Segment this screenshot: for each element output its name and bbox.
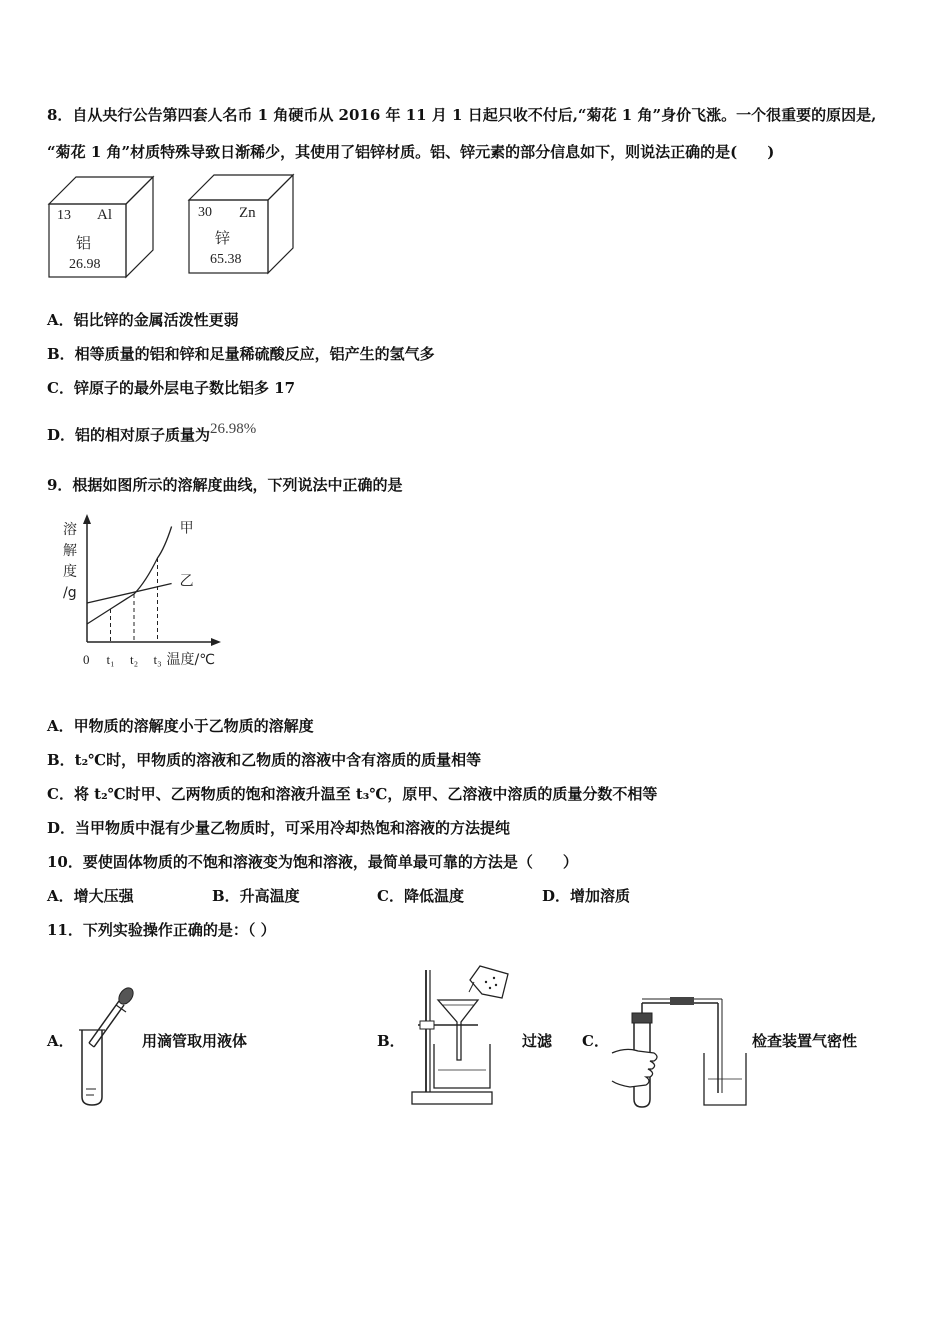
q9-option-b: B．t₂℃时，甲物质的溶液和乙物质的溶液中含有溶质的质量相等 [47, 751, 482, 769]
q10-option-b: B．升高温度 [212, 887, 300, 905]
x-tick-label: 0 [83, 652, 90, 667]
q9-option-c: C．将 t₂℃时甲、乙两物质的饱和溶液升温至 t₃℃，原甲、乙溶液中溶质的质量分数不相等 [47, 785, 658, 803]
y-axis-label-char: 溶 [63, 522, 77, 538]
q8-option-d-text: D．铝的相对原子质量为 [47, 426, 211, 444]
q8-option-a: A．铝比锌的金属活泼性更弱 [47, 311, 239, 329]
dropper-test-tube-illustration [76, 985, 136, 1110]
zn-atomic-number: 30 [198, 205, 212, 220]
q8-option-c: C．锌原子的最外层电子数比铝多 17 [47, 379, 296, 397]
filtration-illustration [408, 960, 523, 1110]
q11-option-b-letter: B． [377, 1032, 405, 1050]
x-tick-label: t₂ [130, 652, 139, 667]
al-mass: 26.98 [69, 257, 101, 272]
q8-stem-line2: “菊花 1 角”材质特殊导致日渐稀少，其使用了铝锌材质。铝、锌元素的部分信息如下，则说法正确的是( ) [47, 143, 775, 161]
q10-option-c: C．降低温度 [377, 887, 464, 905]
q11-option-a-letter: A． [47, 1032, 74, 1050]
series-jia-label: 甲 [179, 520, 194, 537]
al-atomic-number: 13 [57, 208, 71, 223]
q9-option-a: A．甲物质的溶解度小于乙物质的溶解度 [47, 717, 314, 735]
q11-stem: 11．下列实验操作正确的是：（ ） [47, 921, 276, 939]
x-axis-label: 温度/℃ [166, 652, 215, 668]
al-name: 铝 [76, 234, 92, 252]
q8-option-b: B．相等质量的铝和锌和足量稀硫酸反应，铝产生的氢气多 [47, 345, 435, 363]
q11-option-c-caption: 检查装置气密性 [752, 1032, 858, 1050]
q8-stem-line1: 8．自从央行公告第四套人名币 1 角硬币从 2016 年 11 月 1 日起只收不付后,“菊花 1 角”身价飞涨。一个很重要的原因是, [47, 106, 877, 124]
q11-option-b-caption: 过滤 [522, 1032, 553, 1050]
q11-option-a-caption: 用滴管取用液体 [142, 1032, 248, 1050]
q10-option-d: D．增加溶质 [542, 887, 631, 905]
q9-stem: 9．根据如图所示的溶解度曲线，下列说法中正确的是 [47, 476, 403, 494]
q8-option-d-value: 26.98% [210, 421, 257, 437]
aluminum-element-cube [46, 174, 156, 280]
solubility-chart [55, 512, 230, 672]
y-axis-label-char: /g [63, 585, 77, 601]
x-tick-label: t₁ [106, 652, 115, 667]
q9-option-d: D．当甲物质中混有少量乙物质时，可采用冷却热饱和溶液的方法提纯 [47, 819, 511, 837]
q10-option-a: A．增大压强 [47, 887, 134, 905]
q11-option-c-letter: C． [582, 1032, 609, 1050]
x-axis-arrow [211, 638, 221, 646]
series-yi-line [87, 584, 172, 604]
y-axis-label-char: 解 [63, 543, 77, 559]
zn-symbol: Zn [239, 205, 256, 221]
zn-name: 锌 [215, 229, 231, 247]
series-yi-label: 乙 [179, 573, 194, 590]
y-axis-arrow [83, 514, 91, 524]
q8-option-d [47, 421, 257, 445]
y-axis-label-char: 度 [63, 564, 77, 580]
x-tick-label: t₃ [153, 652, 162, 667]
series-jia-curve [87, 527, 172, 625]
q10-stem: 10．要使固体物质的不饱和溶液变为饱和溶液，最简单最可靠的方法是（ ） [47, 853, 578, 871]
airtightness-check-illustration [608, 995, 758, 1110]
zn-mass: 65.38 [210, 252, 242, 267]
al-symbol: Al [97, 207, 112, 223]
